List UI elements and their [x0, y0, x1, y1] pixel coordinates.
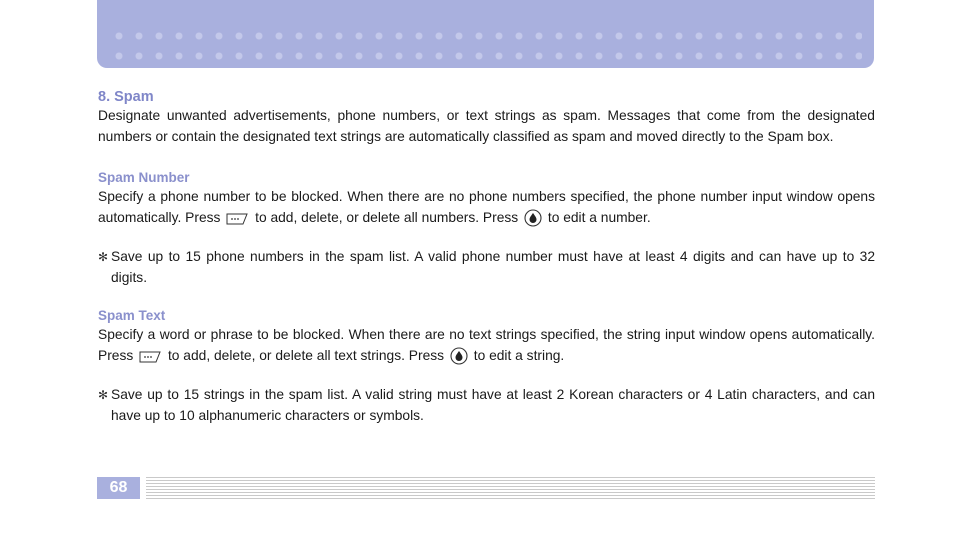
- section-intro: Designate unwanted advertisements, phone numbers, or text strings as spam. Messages that come from the designated numbers or contain the designated text strings are automatically classified as spam and moved directly to the Spam box.: [98, 108, 875, 144]
- spam-text-note: [98, 385, 875, 426]
- spam-number-text-2: to add, delete, or delete all numbers. Press: [255, 209, 519, 225]
- footer-rule-lines: [146, 477, 875, 499]
- spam-text-text-3: to edit a string.: [473, 347, 565, 363]
- spam-number-text-1: Specify a phone number to be blocked. When there are no phone numbers specified, the phone number input window opens automatically. Press: [98, 189, 875, 225]
- banner-dot-pattern: [109, 26, 862, 60]
- menu-soft-key-icon: [226, 212, 249, 226]
- spam-number-text-3: to edit a number.: [547, 209, 651, 225]
- ok-navigation-key-icon: [450, 347, 468, 365]
- page-content: [98, 88, 875, 426]
- section-title: 8. Spam: [98, 89, 154, 105]
- page-number: 68: [97, 477, 140, 499]
- spam-text-text-1: Specify a word or phrase to be blocked. When there are no text strings specified, the string input window opens automatically. Press: [98, 327, 875, 363]
- spam-number-note-text: Save up to 15 phone numbers in the spam list. A valid phone number must have at least 4 digits and can have up to 32 digits.: [111, 249, 875, 285]
- spam-number-title: Spam Number: [98, 170, 190, 185]
- spam-text-description: [98, 325, 875, 366]
- note-mark: ✻: [98, 250, 109, 264]
- ok-navigation-key-icon: [524, 209, 542, 227]
- header-banner: [97, 0, 874, 68]
- spam-number-description: [98, 187, 875, 228]
- spam-text-note-text: Save up to 15 strings in the spam list. A valid string must have at least 2 Korean characters or 4 Latin characters, and can have up to 10 alphanumeric characters or symbols.: [111, 387, 875, 423]
- menu-soft-key-icon: [139, 350, 162, 364]
- spam-number-note: [98, 247, 875, 288]
- spam-text-text-2: to add, delete, or delete all text strings. Press: [167, 347, 445, 363]
- note-mark: ✻: [98, 388, 109, 402]
- spam-text-title: Spam Text: [98, 308, 166, 323]
